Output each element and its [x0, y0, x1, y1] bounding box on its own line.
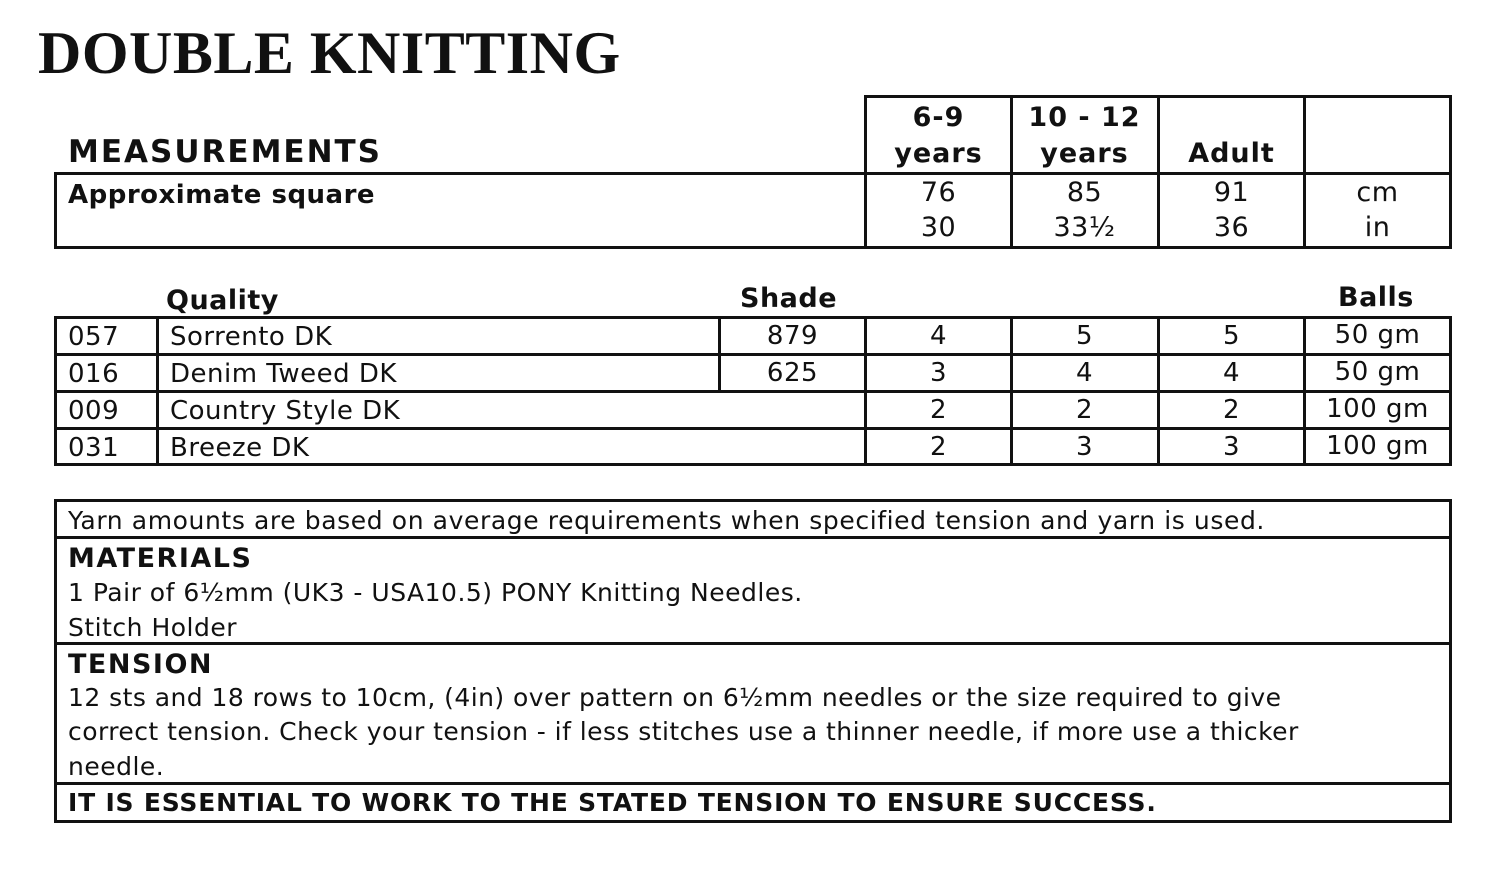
yarn-weight: 50 gm	[1334, 357, 1421, 387]
size-10-12-line2: years	[1040, 138, 1129, 169]
tension-text-line1: 12 sts and 18 rows to 10cm, (4in) over pattern on 6½mm needles or the size required to give	[68, 683, 1282, 712]
yarn-amount-note: Yarn amounts are based on average requirements when specified tension and yarn is used.	[68, 506, 1265, 535]
tension-heading: TENSION	[68, 649, 213, 680]
cm-value-adult: 91	[1213, 177, 1250, 208]
yarn-amount: 2	[929, 395, 948, 425]
in-value-10-12: 33½	[1053, 212, 1116, 243]
size-6-9-line2: years	[894, 138, 983, 169]
yarn-amount: 4	[1222, 358, 1241, 388]
essential-tension-warning: IT IS ESSENTIAL TO WORK TO THE STATED TENSION TO ENSURE SUCCESS.	[68, 788, 1157, 817]
balls-header: Balls	[1338, 282, 1414, 313]
unit-in: in	[1364, 212, 1391, 243]
cm-value-10-12: 85	[1066, 177, 1103, 208]
quality-header: Quality	[166, 285, 279, 316]
size-adult-line2: Adult	[1188, 138, 1275, 169]
yarn-name-country-style: Country Style DK	[170, 396, 401, 426]
materials-heading: MATERIALS	[68, 543, 253, 574]
yarn-amount: 2	[1222, 395, 1241, 425]
yarn-weight: 100 gm	[1326, 394, 1429, 424]
notes-box	[54, 499, 1452, 823]
page-title: DOUBLE KNITTING	[38, 20, 621, 86]
yarn-code-057: 057	[68, 322, 120, 352]
yarn-code-009: 009	[68, 396, 120, 426]
cm-value-6-9: 76	[920, 177, 957, 208]
yarn-amount: 3	[1075, 432, 1094, 462]
yarn-name-breeze: Breeze DK	[170, 433, 310, 463]
in-value-6-9: 30	[920, 212, 957, 243]
unit-cm: cm	[1356, 177, 1399, 208]
yarn-name-sorrento: Sorrento DK	[170, 322, 333, 352]
materials-stitch-holder: Stitch Holder	[68, 613, 238, 642]
yarn-amount: 5	[1075, 321, 1094, 351]
yarn-name-denim-tweed: Denim Tweed DK	[170, 359, 397, 389]
size-6-9-line1: 6-9	[912, 102, 965, 133]
yarn-amount: 2	[1075, 395, 1094, 425]
yarn-amount: 5	[1222, 321, 1241, 351]
size-10-12-line1: 10 - 12	[1028, 102, 1141, 133]
yarn-weight: 100 gm	[1326, 431, 1429, 461]
measurements-heading: MEASUREMENTS	[68, 134, 383, 170]
tension-text-line3: needle.	[68, 752, 165, 781]
yarn-amount: 4	[1075, 358, 1094, 388]
yarn-code-016: 016	[68, 359, 120, 389]
yarn-amount: 4	[929, 321, 948, 351]
yarn-shade-625: 625	[766, 358, 819, 388]
tension-text-line2: correct tension. Check your tension - if less stitches use a thinner needle, if more use a thicker	[68, 717, 1299, 746]
materials-needles: 1 Pair of 6½mm (UK3 - USA10.5) PONY Knitting Needles.	[68, 578, 803, 607]
yarn-amount: 3	[1222, 432, 1241, 462]
yarn-weight: 50 gm	[1334, 320, 1421, 350]
yarn-amount: 3	[929, 358, 948, 388]
approximate-square-label: Approximate square	[68, 180, 376, 210]
in-value-adult: 36	[1213, 212, 1250, 243]
yarn-shade-879: 879	[766, 321, 819, 351]
yarn-amount: 2	[929, 432, 948, 462]
shade-header: Shade	[740, 283, 838, 314]
yarn-code-031: 031	[68, 433, 120, 463]
